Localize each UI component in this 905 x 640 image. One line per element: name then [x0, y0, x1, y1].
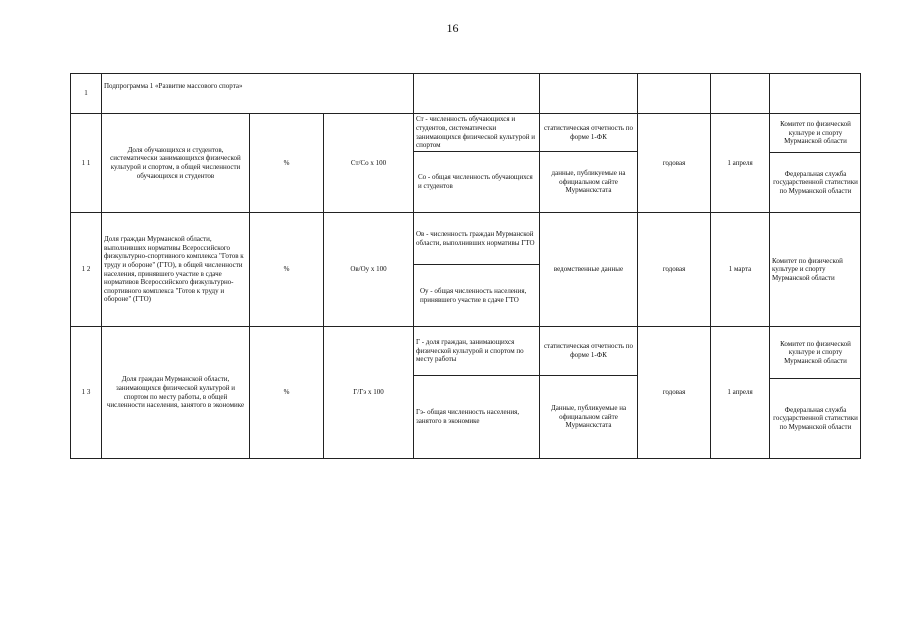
row-1-1-indicator-name: Доля обучающихся и студентов, систематически занимающихся физической культурой и спортом, в общей численности обучающихся и студентов [110, 145, 241, 180]
row-1-3-variable-ge: Гэ- общая численность населения, занятого в экономике [416, 408, 520, 425]
row-1-3-source-site: Данные, публикуемые на официальном сайте Мурманскстата [550, 404, 627, 430]
row-1-1-formula: Ст/Со х 100 [350, 158, 387, 167]
row-1-1-number: 1 1 [81, 158, 91, 167]
row-1-1-unit: % [283, 158, 290, 167]
row-1-2-variable-ov: Ов - численность граждан Мурманской области, выполнивших нормативы ГТО [416, 229, 535, 247]
row-1-1-variable-so: Со - общая численность обучающихся и студентов [418, 173, 533, 190]
row-1-3-periodicity: годовая [662, 388, 686, 397]
row-1-2-deadline: 1 марта [728, 265, 752, 274]
row-1-2-unit: % [283, 265, 290, 274]
row-1-2-responsible-committee: Комитет по физической культуре и спорту Мурманской области [772, 256, 843, 282]
row-1-1-source-site: данные, публикуемые на официальном сайте Мурманскстата [551, 169, 626, 195]
row-1-1-responsible-committee: Комитет по физической культуре и спорту Мурманской области [780, 120, 851, 146]
row-1-1-periodicity: годовая [662, 158, 686, 167]
row-1-1-deadline: 1 апреля [727, 158, 753, 167]
row-1-3-responsible-committee: Комитет по физической культуре и спорту Мурманской области [780, 339, 851, 365]
row-1-2-formula: Ов/Оу х 100 [350, 265, 387, 274]
subprogram-number: 1 [84, 89, 88, 98]
page-number: 16 [446, 21, 459, 35]
row-1-3-indicator-name: Доля граждан Мурманской области, занимающихся физической культурой и спортом по месту работы, в общей численности населения, занятого в экономике [106, 375, 245, 410]
row-1-2-indicator-name: Доля граждан Мурманской области, выполнивших нормативы Всероссийского физкультурно-спортивного комплекса "Готов к труду и обороне" (ГТО), в общей численности населения, принявшего участие в сдаче нормативов Всероссийского физкультурно-спортивного комплекса "Готов к труду и обороне" (ГТО) [104, 235, 244, 304]
row-1-3-deadline: 1 апреля [727, 388, 753, 397]
row-1-2-periodicity: годовая [662, 265, 686, 274]
row-1-3-number: 1 3 [81, 388, 91, 397]
row-1-3-variable-g: Г - доля граждан, занимающихся физической культурой и спортом по месту работы [416, 338, 524, 364]
row-1-1-variable-st: Ст - численность обучающихся и студентов, систематически занимающихся физической культурой и спортом [416, 115, 535, 150]
row-1-3-source-form: статистическая отчетность по форме 1-ФК [543, 342, 634, 359]
row-1-2-number: 1 2 [81, 265, 91, 274]
row-1-2-variable-oy: Оу - общая численность населения, принявшего участие в сдаче ГТО [420, 286, 527, 304]
subprogram-title: Подпрограмма 1 «Развитие массового спорта» [104, 82, 243, 90]
row-1-2-source: ведомственные данные [553, 265, 624, 274]
row-1-1-source-form: статистическая отчетность по форме 1-ФК [543, 123, 634, 141]
row-1-3-unit: % [283, 388, 290, 397]
row-1-3-responsible-rosstat: Федеральная служба государственной статистики по Мурманской области [773, 405, 858, 431]
row-1-3-formula: Г/Гэ х 100 [353, 388, 384, 397]
row-1-1-responsible-rosstat: Федеральная служба государственной статистики по Мурманской области [773, 169, 858, 195]
